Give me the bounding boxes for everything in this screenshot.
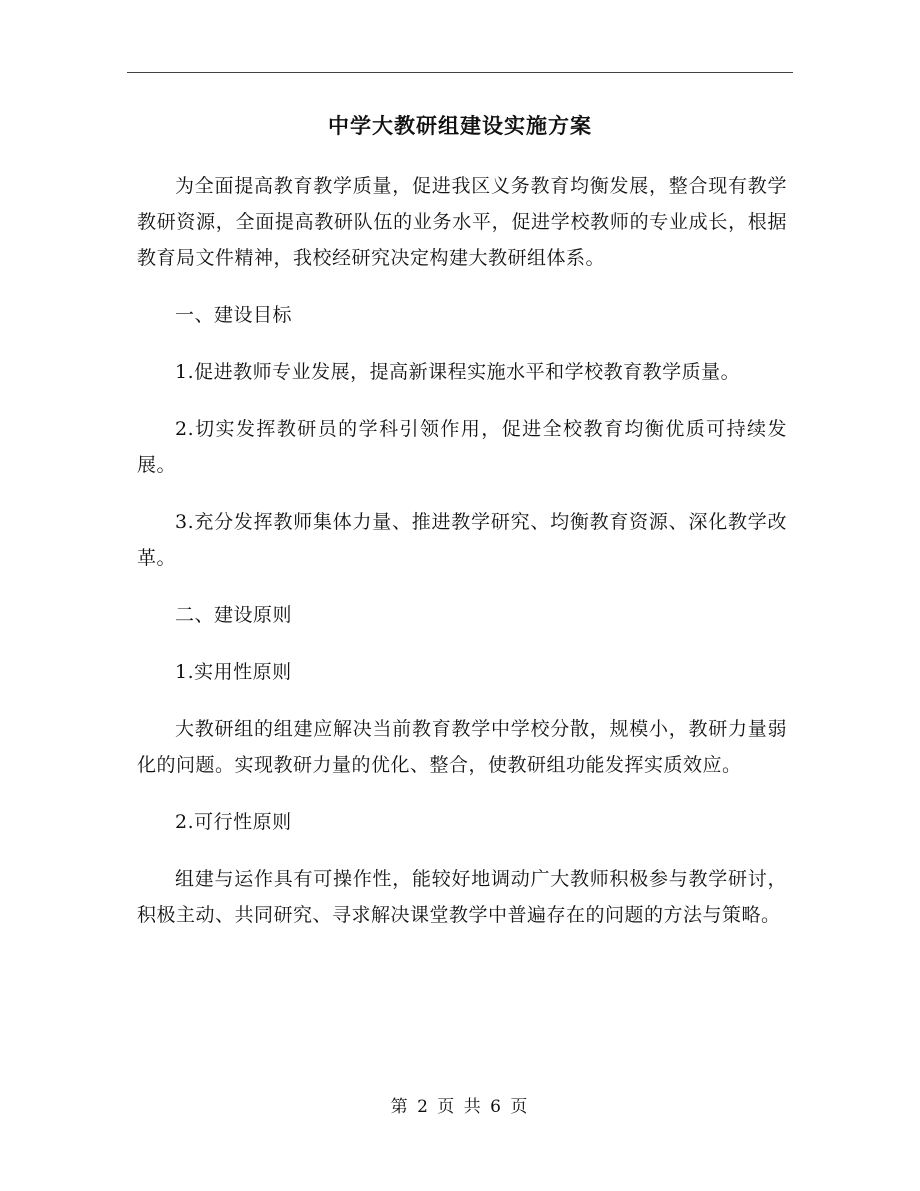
- page-label-mid: 页 共: [437, 1097, 483, 1117]
- principle-heading-1: 1.实用性原则: [175, 661, 292, 683]
- current-page-number: 2: [417, 1097, 430, 1117]
- goal-item-2: 2.切实发挥教研员的学科引领作用，促进全校教育均衡优质可持续发展。: [137, 418, 787, 476]
- page-footer: [0, 1095, 920, 1119]
- page-label-suffix: 页: [510, 1097, 530, 1117]
- section-heading-goals: 一、建设目标: [175, 304, 293, 326]
- section-heading-principles: 二、建设原则: [175, 604, 293, 626]
- header-rule: [127, 72, 793, 73]
- principle-body-1: 大教研组的组建应解决当前教育教学中学校分散，规模小，教研力量弱化的问题。实现教研力量的优化、整合，使教研组功能发挥实质效应。: [137, 718, 787, 776]
- page-label-prefix: 第: [390, 1097, 410, 1117]
- total-pages-number: 6: [490, 1097, 503, 1117]
- document-title: 中学大教研组建设实施方案: [328, 113, 592, 138]
- principle-heading-2: 2.可行性原则: [175, 811, 292, 833]
- goal-item-3: 3.充分发挥教师集体力量、推进教学研究、均衡教育资源、深化教学改革。: [137, 511, 787, 569]
- document-body: [137, 168, 787, 954]
- intro-paragraph: 为全面提高教育教学质量，促进我区义务教育均衡发展，整合现有教学教研资源，全面提高教研队伍的业务水平，促进学校教师的专业成长，根据教育局文件精神，我校经研究决定构建大教研组体系。: [137, 175, 787, 269]
- goal-item-1: 1.促进教师专业发展，提高新课程实施水平和学校教育教学质量。: [175, 361, 741, 383]
- principle-body-2: 组建与运作具有可操作性，能较好地调动广大教师积极参与教学研讨，积极主动、共同研究、寻求解决课堂教学中普遍存在的问题的方法与策略。: [137, 868, 787, 926]
